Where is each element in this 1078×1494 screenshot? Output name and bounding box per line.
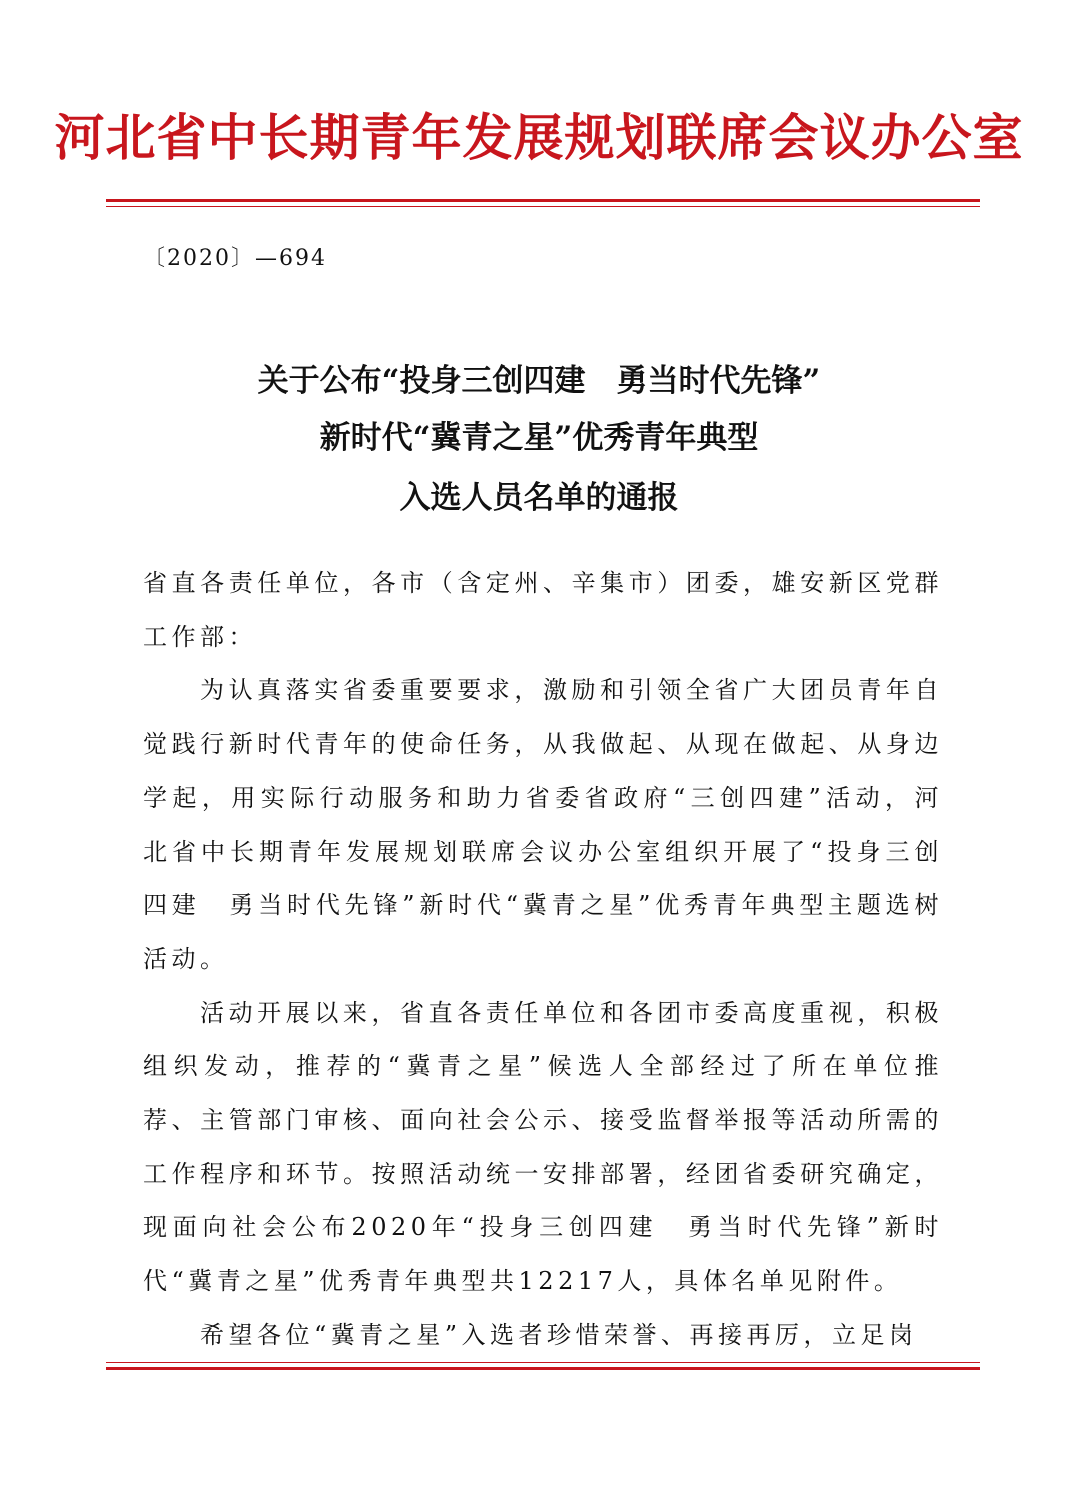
header-rule-thin xyxy=(106,206,980,207)
issuing-office-header: 河北省中长期青年发展规划联席会议办公室 xyxy=(54,108,1024,167)
document-number: 〔2020〕—694 xyxy=(143,246,327,271)
document-body xyxy=(143,557,943,1363)
body-paragraph: 为认真落实省委重要要求，激励和引领全省广大团员青年自觉践行新时代青年的使命任务，从我做起、从现在做起、从身边学起，用实际行动服务和助力省委省政府“三创四建”活动，河北省中长期青年发展规划联席会议办公室组织开展了“投身三创四建 勇当时代先锋”新时代“冀青之星”优秀青年典型主题选树活动。 xyxy=(143,676,943,973)
footer-rule-thin xyxy=(106,1362,980,1363)
footer-rule-thick xyxy=(106,1367,980,1370)
title-line-1: 关于公布“投身三创四建 勇当时代先锋” xyxy=(257,363,821,399)
header-rule-thick xyxy=(106,199,980,202)
title-line-3: 入选人员名单的通报 xyxy=(399,480,679,516)
body-paragraph: 希望各位“冀青之星”入选者珍惜荣誉、再接再厉，立足岗 xyxy=(200,1320,918,1349)
body-paragraph: 活动开展以来，省直各责任单位和各团市委高度重视，积极组织发动，推荐的“冀青之星”候选人全部经过了所在单位推荐、主管部门审核、面向社会公示、接受监督举报等活动所需的工作程序和环节。按照活动统一安排部署，经团省委研究确定，现面向社会公布2020年“投身三创四建 勇当时代先锋”新时代“冀青之星”优秀青年典型共12217人，具体名单见附件。 xyxy=(143,998,943,1296)
title-line-2: 新时代“冀青之星”优秀青年典型 xyxy=(319,420,759,456)
recipients-line: 省直各责任单位，各市（含定州、辛集市）团委，雄安新区党群工作部： xyxy=(143,569,943,651)
